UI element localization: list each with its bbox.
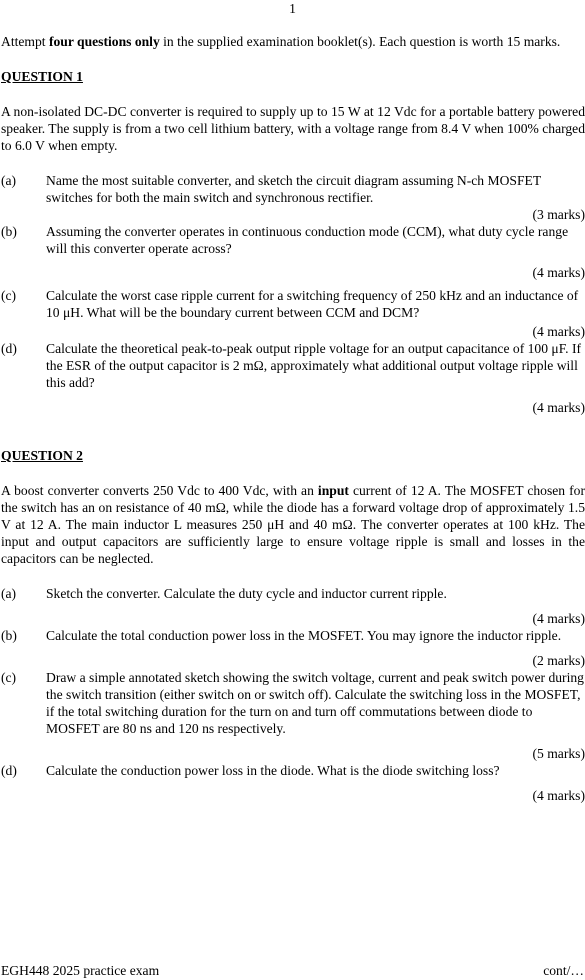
part-marks: (3 marks) [532, 207, 585, 222]
footer-continued: cont/… [543, 963, 584, 978]
part-label: (c) [1, 670, 17, 685]
part-text: Assuming the converter operates in continuous conduction mode (CCM), what duty cycle range will this converter operate across? [46, 224, 569, 256]
part-marks: (4 marks) [532, 788, 585, 803]
footer-exam-name: EGH448 2025 practice exam [1, 963, 160, 978]
question-2-part-b [1, 627, 585, 644]
instructions [1, 33, 585, 50]
part-marks: (5 marks) [532, 746, 585, 761]
question-2-part-d [1, 762, 585, 779]
question-1-title: QUESTION 1 [1, 69, 83, 84]
part-text: Sketch the converter. Calculate the duty cycle and inductor current ripple. [46, 586, 447, 601]
question-2-text-end: current of 12 A. The MOSFET chosen for the switch has an on resistance of 40 mΩ, while the diode has a forward voltage drop of approximately 1.5 V at 12 A. The main inductor L measures 250 μH and 40 mΩ. The converter operates at 100 kHz. The input and output capacitors are sufficiently large to ensure voltage ripple is small and losses in the capacitors can be neglected. [1, 483, 585, 566]
instructions-emphasis: four questions only [48, 34, 160, 49]
page-footer [1, 962, 584, 979]
question-1-part-d [1, 340, 585, 391]
part-label: (d) [1, 763, 17, 778]
part-marks: (4 marks) [532, 324, 585, 339]
question-1-text: A non-isolated DC-DC converter is required to supply up to 15 W at 12 Vdc for a portable battery powered speaker. The supply is from a two cell lithium battery, with a voltage range from 8.4 V when 100% charged to 6.0 V when empty. [1, 104, 585, 153]
part-text: Calculate the total conduction power loss in the MOSFET. You may ignore the inductor ripple. [46, 628, 562, 643]
part-label: (b) [1, 224, 17, 239]
part-marks: (4 marks) [532, 400, 585, 415]
part-marks: (4 marks) [532, 611, 585, 626]
part-marks: (2 marks) [532, 653, 585, 668]
question-2-text-start: A boost converter converts 250 Vdc to 400 Vdc, with an [1, 483, 318, 498]
question-2-text-emphasis: input [317, 483, 349, 498]
question-1-part-a [1, 172, 585, 206]
part-text: Draw a simple annotated sketch showing the switch voltage, current and peak switch power during the switch transition (either switch on or switch off). Calculate the switching loss in the MOSFET, if the total switching duration for the turn on and turn off commutations between diode to MOSFET are 80 ns and 120 ns respectively. [46, 670, 584, 736]
part-text: Calculate the worst case ripple current for a switching frequency of 250 kHz and an inductance of 10 μH. What will be the boundary current between CCM and DCM? [46, 288, 579, 320]
part-label: (a) [1, 586, 17, 601]
question-1-part-b [1, 223, 585, 257]
part-text: Name the most suitable converter, and sketch the circuit diagram assuming N-ch MOSFET switches for both the main switch and synchronous rectifier. [46, 173, 541, 205]
part-text: Calculate the conduction power loss in the diode. What is the diode switching loss? [46, 763, 500, 778]
question-2-title: QUESTION 2 [1, 448, 83, 463]
part-label: (b) [1, 628, 17, 643]
instructions-text: Attempt [1, 34, 49, 49]
part-label: (a) [1, 173, 17, 188]
question-2-part-a [1, 585, 585, 602]
part-label: (c) [1, 288, 17, 303]
part-marks: (4 marks) [532, 265, 585, 280]
question-2-text [1, 482, 585, 567]
part-label: (d) [1, 341, 17, 356]
instructions-text-end: in the supplied examination booklet(s). Each question is worth 15 marks. [159, 34, 561, 49]
page-number: 1 [289, 1, 296, 16]
question-2-part-c [1, 669, 585, 737]
question-1-part-c [1, 287, 585, 321]
exam-content [1, 33, 585, 804]
part-text: Calculate the theoretical peak-to-peak output ripple voltage for an output capacitance of 100 μF. If the ESR of the output capacitor is 2 mΩ, approximately what additional output voltage ripple will this add? [46, 341, 582, 390]
